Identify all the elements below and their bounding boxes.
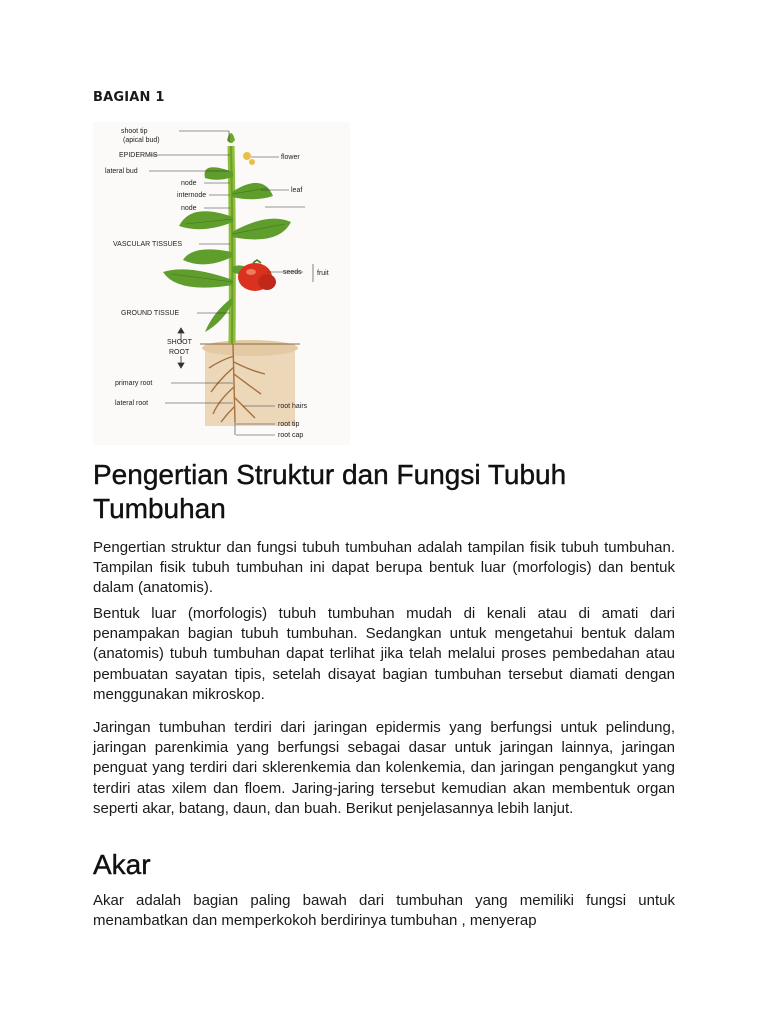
label-internode: internode bbox=[177, 192, 207, 199]
paragraph-tissues: Jaringan tumbuhan terdiri dari jaringan epidermis yang berfungsi untuk pelindung, jaringan parenkimia yang berfungsi sebagai dasar untuk jaringan lainnya, jaringan penguat yang terdiri dari sklerenkemia dan kolenkemia, dan jaringan pengangkut yang terdiri atas xilem dan floem. Jaring-jaring tersebut kemudian akan membentuk organ seperti akar, batang, daun, dan buah. Berikut penjelasannya lebih lanjut. bbox=[93, 719, 675, 817]
label-root-tip: root tip bbox=[278, 421, 300, 428]
shoot-root-arrow bbox=[178, 328, 184, 368]
paragraph-morphology: Bentuk luar (morfologis) tubuh tumbuhan mudah di kenali atau di amati dari penampakan bagian tubuh tumbuhan. Sedangkan untuk mengetahui bentuk dalam (anatomis) tubuh tumbuhan dapat terlihat jika telah melalui proses pembedahan atau pembuatan sayatan tipis, setelah disayat bagian tumbuhan tersebut diamati dengan menggunakan mikroskop. bbox=[93, 605, 675, 703]
label-shoot: SHOOT bbox=[167, 339, 192, 346]
label-vascular-tissues: VASCULAR TISSUES bbox=[113, 241, 182, 248]
label-lateral-root: lateral root bbox=[115, 400, 149, 407]
label-lateral-bud: lateral bud bbox=[105, 168, 138, 175]
label-seeds: seeds bbox=[283, 269, 302, 276]
label-flower: flower bbox=[281, 154, 300, 161]
tomato-fruit bbox=[238, 260, 276, 291]
label-epidermis: EPIDERMIS bbox=[119, 152, 158, 159]
label-shoot-tip: shoot tip bbox=[121, 128, 148, 135]
paragraph-definition: Pengertian struktur dan fungsi tubuh tumbuhan adalah tampilan fisik tubuh tumbuhan. Tampilan fisik tubuh tumbuhan ini dapat berupa bentuk luar (morfologis) dan bentuk dalam (anatomis). bbox=[93, 539, 675, 597]
label-node-2: node bbox=[181, 205, 197, 212]
label-ground-tissue: GROUND TISSUE bbox=[121, 310, 180, 317]
label-root-cap: root cap bbox=[278, 432, 304, 439]
flower bbox=[243, 152, 251, 160]
paragraph-akar: Akar adalah bagian paling bawah dari tumbuhan yang memiliki fungsi untuk menambatkan dan memperkokoh berdirinya tumbuhan , menyerap bbox=[93, 892, 675, 930]
section-label: BAGIAN 1 bbox=[93, 90, 165, 105]
page-title: Pengertian Struktur dan Fungsi Tubuh Tumbuhan bbox=[93, 459, 567, 524]
plant-diagram-svg bbox=[93, 122, 350, 445]
label-node-1: node bbox=[181, 180, 197, 187]
label-primary-root: primary root bbox=[115, 380, 153, 387]
label-leaf: leaf bbox=[291, 187, 303, 194]
label-root-hairs: root hairs bbox=[278, 403, 308, 410]
label-root: ROOT bbox=[169, 349, 190, 356]
plant-structure-diagram bbox=[93, 122, 350, 445]
apical-bud bbox=[227, 133, 235, 143]
label-fruit: fruit bbox=[317, 270, 329, 277]
label-apical-bud: (apical bud) bbox=[123, 137, 160, 144]
section-heading-akar: Akar bbox=[93, 849, 151, 880]
